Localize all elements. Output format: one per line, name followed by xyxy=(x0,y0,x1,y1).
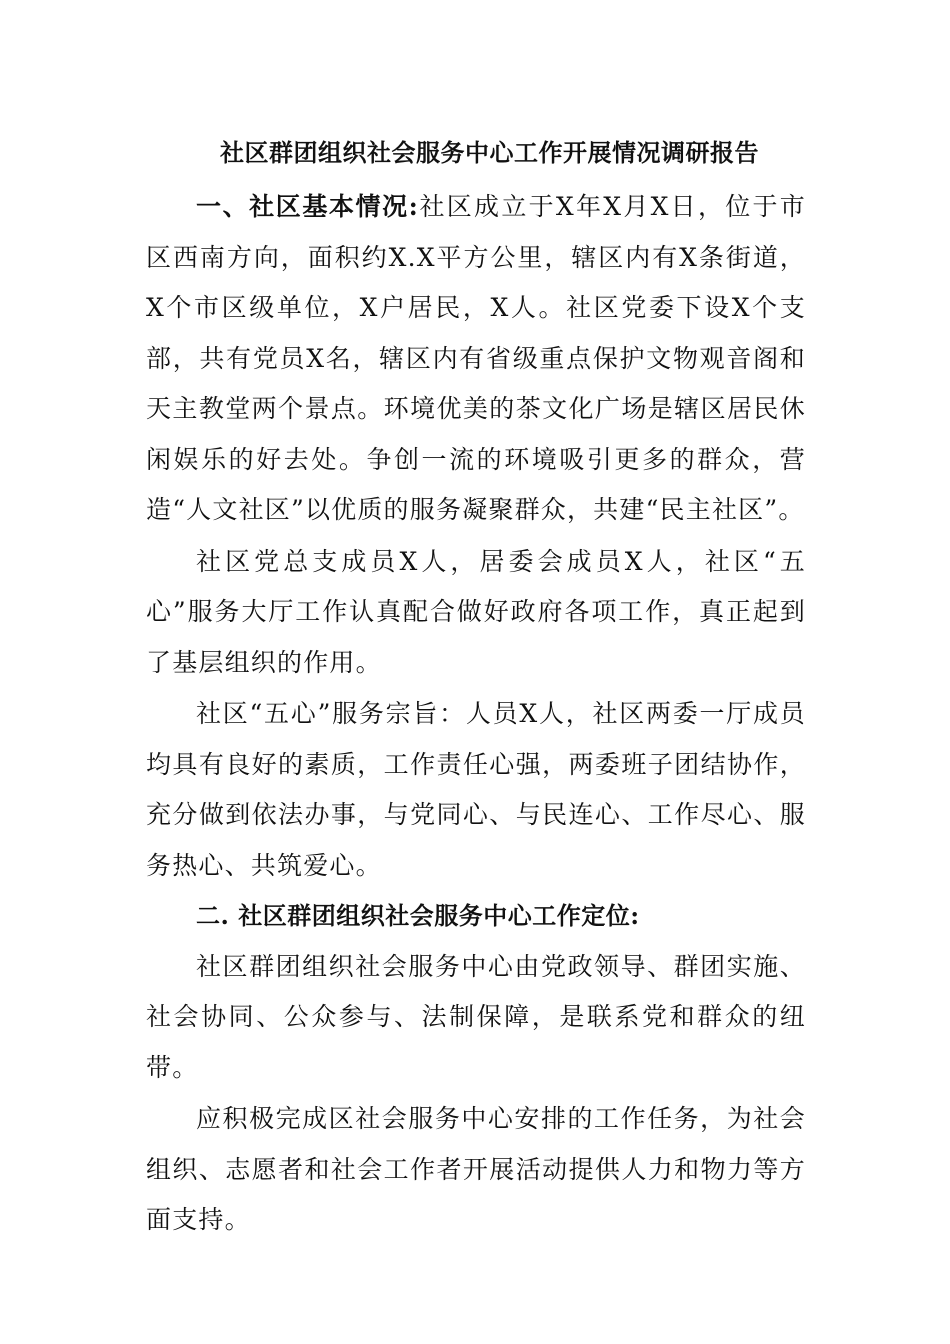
section1-paragraph-3: 社区“五心”服务宗旨：人员X人，社区两委一厅成员均具有良好的素质，工作责任心强，两委班子团结协作，充分做到依法办事，与党同心、与民连心、工作尽心、服务热心、共筑爱心。 xyxy=(146,699,806,880)
section2-paragraph-2: 应积极完成区社会服务中心安排的工作任务，为社会组织、志愿者和社会工作者开展活动提供人力和物力等方面支持。 xyxy=(146,1104,806,1234)
section2-heading: 二. 社区群团组织社会服务中心工作定位: xyxy=(196,901,640,930)
section1-paragraph-2: 社区党总支成员X人，居委会成员X人，社区“五心”服务大厅工作认真配合做好政府各项工作，真正起到了基层组织的作用。 xyxy=(146,546,806,677)
document-page xyxy=(146,128,806,1246)
section1-paragraph-1 xyxy=(146,182,806,536)
section1-heading: 一、社区基本情况: xyxy=(196,192,419,221)
section2-paragraph-1: 社区群团组织社会服务中心由党政领导、群团实施、社会协同、公众参与、法制保障，是联系党和群众的纽带。 xyxy=(146,951,806,1082)
document-title: 社区群团组织社会服务中心工作开展情况调研报告 xyxy=(220,138,759,167)
section1-paragraph-1-text: 社区成立于X年X月X日，位于市区西南方向，面积约X.X平方公里，辖区内有X条街道，X个市区级单位，X户居民，X人。社区党委下设X个支部，共有党员X名，辖区内有省级重点保护文物观音阁和天主教堂两个景点。环境优美的茶文化广场是辖区居民休闲娱乐的好去处。争创一流的环境吸引更多的群众，营造“人文社区”以优质的服务凝聚群众，共建“民主社区”。 xyxy=(146,192,806,524)
